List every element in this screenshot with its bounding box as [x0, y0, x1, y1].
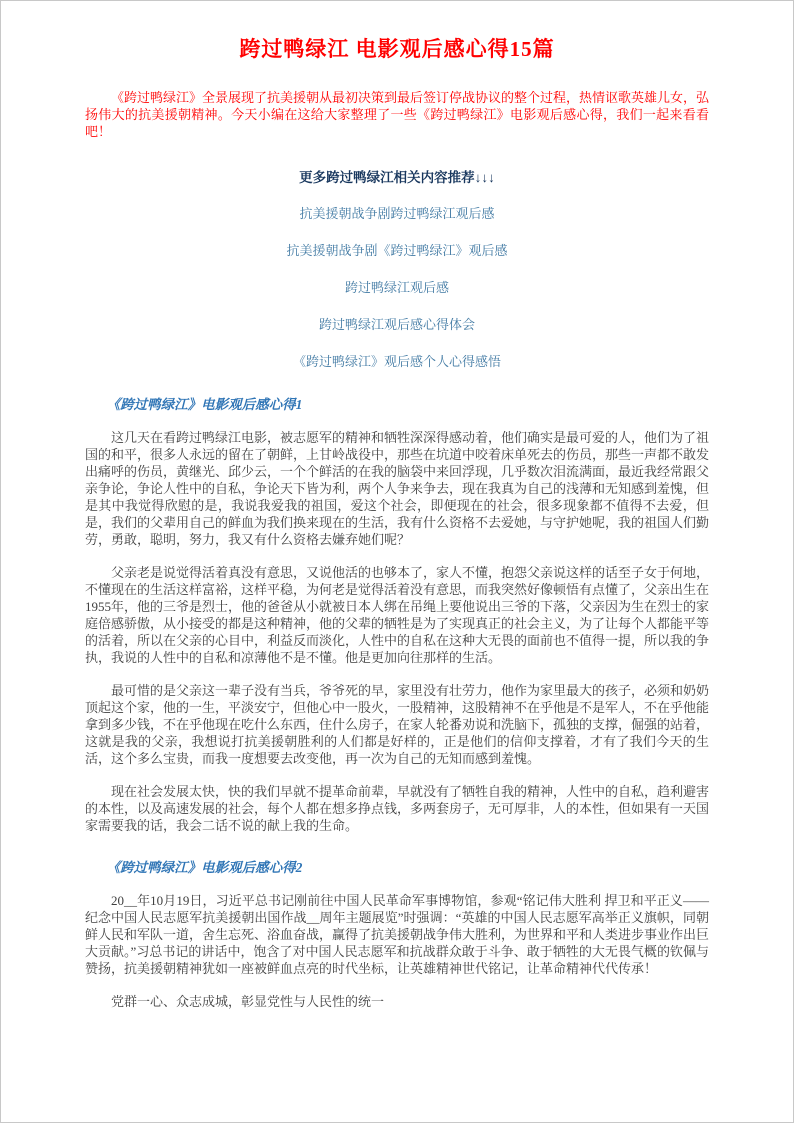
recommend-heading: 更多跨过鸭绿江相关内容推荐↓↓↓: [299, 170, 495, 185]
section-heading: 《跨过鸭绿江》电影观后感心得2: [106, 860, 303, 875]
page-title: 跨过鸭绿江 电影观后感心得15篇: [239, 37, 555, 61]
section-heading: 《跨过鸭绿江》电影观后感心得1: [106, 397, 303, 412]
section-review-2: [85, 856, 709, 1010]
intro-paragraph: 《跨过鸭绿江》全景展现了抗美援朝从最初决策到最后签订停战协议的整个过程，热情讴歌英雄儿女，弘扬伟大的抗美援朝精神。今天小编在这给大家整理了一些《跨过鸭绿江》电影观后感心得，我们一起来看看吧！: [85, 90, 710, 139]
body-paragraph: 党群一心、众志成城，彰显党性与人民性的统一: [111, 994, 385, 1009]
body-paragraph: 20__年10月19日，习近平总书记刚前往中国人民革命军事博物馆，参观“铭记伟大胜利 捍卫和平正义——纪念中国人民志愿军抗美援朝出国作战__周年主题展览”时强调：“英雄的中国人民志愿军高举正义旗帜，同朝鲜人民和军队一道，舍生忘死、浴血奋战，赢得了抗美援朝战争伟大胜利，为世界和平和人类进步事业作出巨大贡献。”习总书记的讲话中，饱含了对中国人民志愿军和抗战群众敢于斗争、敢于牺牲的大无畏气概的钦佩与赞扬，抗美援朝精神犹如一座被鲜血点亮的时代坐标，让英雄精神世代铭记，让革命精神代代传承！: [85, 893, 710, 976]
related-link[interactable]: 跨过鸭绿江观后感心得体会: [318, 317, 475, 332]
body-paragraph: 最可惜的是父亲这一辈子没有当兵，爷爷死的早，家里没有壮劳力，他作为家里最大的孩子，必须和奶奶顶起这个家，他的一生，平淡安宁，但他心中一股火，一股精神，这股精神不在乎他是不是军人，不在乎他能拿到多少钱，不在乎他现在吃什么东西，住什么房子，在家人轮番劝说和洗脑下，孤独的支撑，倔强的站着，这就是我的父亲，我想说打抗美援朝胜利的人们都是好样的，正是他们的信仰支撑着，才有了我们今天的生活，这个多么宝贵，而我一度想要去改变他，再一次为自己的无知而感到羞愧。: [85, 683, 710, 766]
related-link[interactable]: 《跨过鸭绿江》观后感个人心得感悟: [292, 354, 501, 369]
section-review-1: [85, 393, 709, 834]
body-paragraph: 这几天在看跨过鸭绿江电影，被志愿军的精神和牺牲深深得感动着，他们确实是最可爱的人，他们为了祖国的和平，很多人永远的留在了朝鲜，上甘岭战役中，那些在坑道中咬着床单死去的伤员，那些一声都不敢发出痛呼的伤员，黄继光、邱少云，一个个鲜活的在我的脑袋中来回浮现，几乎数次泪流满面，最近我经常跟父亲争论，争论人性中的自私，争论天下皆为利，两个人争来争去，现在我真为自己的浅薄和无知感到羞愧，但是其中我觉得欣慰的是，我说我爱我的祖国，爱这个社会，即便现在的社会，很多现象都不值得不去爱，但是，我们的父辈用自己的鲜血为我们换来现在的生活，我有什么资格不去爱她，与守护她呢，我的祖国人们勤劳，勇敢，聪明，努力，我又有什么资格去嫌弃她们呢？: [85, 430, 710, 547]
related-link[interactable]: 抗美援朝战争剧跨过鸭绿江观后感: [299, 206, 495, 221]
related-link[interactable]: 跨过鸭绿江观后感: [344, 280, 449, 295]
related-link[interactable]: 抗美援朝战争剧《跨过鸭绿江》观后感: [286, 243, 508, 258]
body-paragraph: 现在社会发展太快，快的我们早就不提革命前辈，早就没有了牺牲自我的精神，人性中的自私，趋利避害的本性，以及高速发展的社会，每个人都在想多挣点钱，多两套房子，无可厚非，人的本性，但如果有一天国家需要我的话，我会二话不说的献上我的生命。: [85, 784, 710, 833]
body-paragraph: 父亲老是说觉得活着真没有意思，又说他活的也够本了，家人不懂，抱怨父亲说这样的话至子女于何地，不懂现在的生活这样富裕，这样平稳，为何老是觉得活着没有意思，而我突然好像顿悟有点懂了，父亲出生在1955年，他的三爷是烈士，他的爸爸从小就被日本人绑在吊绳上要他说出三爷的下落，父亲因为生在烈士的家庭倍感骄傲，从小接受的都是这种精神，他的父辈的牺牲是为了实现真正的社会主义，为了让每个人都能平等的活着，所以在父亲的心目中，利益反而淡化，人性中的自私在这种大无畏的面前也不值得一提，所以我的争执，我说的人性中的自私和凉薄他不是不懂。他是更加向往那样的生活。: [85, 565, 710, 665]
related-links-list: [85, 205, 709, 371]
